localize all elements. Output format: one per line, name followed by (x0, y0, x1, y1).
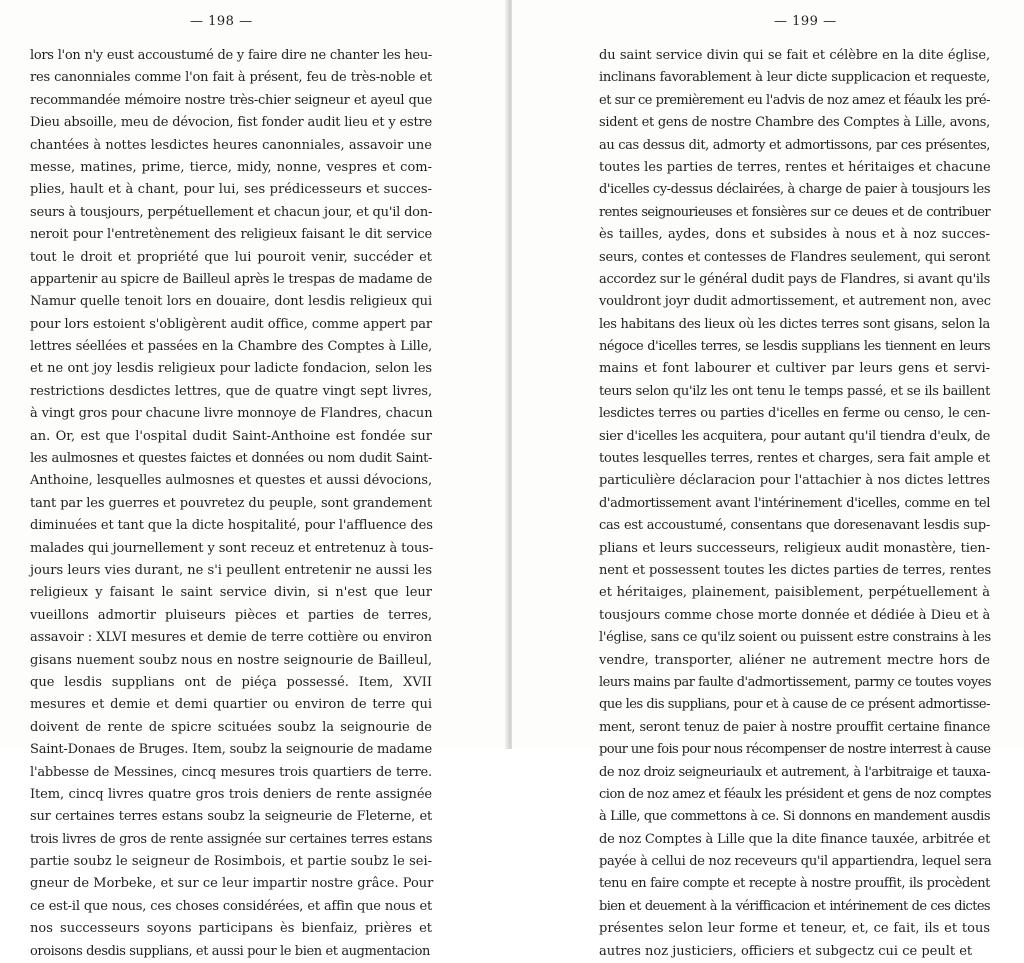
text-line: à vingt gros pour chacune livre monnoye de Flandres, chacun (30, 406, 433, 422)
text-line: autres noz justiciers, officiers et subgectz cui ce peult et (599, 943, 973, 959)
text-line: cas est accoustumé, consentans que doresenavant lesdis sup- (599, 518, 990, 534)
text-line: sident et gens de nostre Chambre des Comptes à Lille, avons, (599, 115, 990, 131)
text-line: seurs, contes et contesses de Flandres seulement, qui seront (599, 249, 990, 265)
text-line: plians et leurs successeurs, religieux audit monastère, tien- (599, 540, 990, 556)
text-line: an. Or, est que l'ospital dudit Saint-Anthoine est fondée sur (30, 428, 432, 444)
text-line: du saint service divin qui se fait et célèbre en la dite église, (599, 48, 990, 63)
text-line: inclinans favorablement à leur dicte supplicacion et requeste, (599, 70, 990, 86)
text-line: Namur quelle tenoit lors en douaire, dont lesdis religieux qui (30, 294, 432, 310)
text-line: ment, seront tenuz de paier à nostre prouffit certaine finance (599, 719, 990, 735)
text-line: de noz droiz seigneuriaulx et autrement, à l'arbitraige et tauxa- (599, 764, 990, 780)
text-line: vueillons admortir pluiseurs pièces et parties de terres, (30, 607, 432, 623)
text-line: présentes selon leur forme et teneur, et, ce fait, ils et tous (599, 921, 990, 937)
text-line: nent et possessent toutes les dictes parties de terres, rentes (599, 562, 992, 578)
text-line: cion de noz amez et féaulx les président et gens de noz comptes (599, 786, 992, 802)
text-line: Anthoine, lesquelles aulmosnes et questes et aussi dévocions, (30, 473, 432, 489)
text-line: au cas dessus dit, admorty et admortissons, par ces présentes, (599, 137, 990, 153)
text-line: sier d'icelles les acquitera, pour autant qu'il tiendra d'eulx, de (599, 428, 990, 444)
text-line: tout le droit et propriété que lui pouroit venir, succéder et (30, 249, 432, 265)
text-line: messe, matines, prime, tierce, midy, nonne, vespres et com- (30, 159, 432, 175)
text-line: l'abbesse de Messines, cincq mesures trois quartiers de terre. (30, 764, 432, 780)
text-line: doivent de rente de spicre scituées soubz la seignourie de (30, 719, 432, 735)
text-line: teurs selon qu'ilz les ont tenu le temps passé, et se ils baillent (599, 383, 990, 399)
text-line: ès tailles, aydes, dons et subsides à nous et à noz succes- (599, 227, 990, 243)
text-line: et héritaiges, plainement, paisiblement, perpétuellement à (599, 585, 990, 601)
text-line: tousjours comme chose morte donnée et dédiée à Dieu et à (599, 607, 991, 623)
text-line: appartenir au spicre de Bailleul après le trespas de madame de (30, 271, 432, 287)
text-line: accordez sur le général dudit pays de Flandres, si avant qu'ils (599, 271, 990, 287)
left-page (0, 0, 508, 959)
text-line: particulière déclaracion pour l'attachier à nos dictes lettres (599, 473, 990, 489)
text-line: tant par les guerres et pouvretez du peuple, sont grandement (30, 495, 432, 511)
text-line: toutes les parties de terres, rentes et héritaiges et chacune (599, 159, 991, 175)
text-line: bien et deuement à la vérifficacion et intérinement de ces dictes (599, 898, 990, 914)
text-line: les aulmosnes et questes faictes et données ou nom dudit Saint- (30, 451, 432, 467)
text-line: nos successeurs soyons participans ès bienfaiz, prières et (30, 921, 432, 937)
text-line: plies, hault et à chant, pour lui, ses prédicesseurs et succes- (30, 182, 432, 198)
text-line: tenu en faire compte et recepte à nostre prouffit, ils procèdent (599, 876, 990, 892)
text-line: à Lille, que commettons à ce. Si donnons en mandement ausdis (599, 809, 990, 825)
text-line: lors l'on n'y eust accoustumé de y faire dire ne chanter les heu- (30, 48, 432, 63)
text-line: l'église, sans ce qu'ilz soient ou puissent estre constrains à les (599, 630, 991, 646)
text-line: lettres séellées et passées en la Chambre des Comptes à Lille, (30, 339, 432, 355)
text-line: mains et font labourer et cultiver par leurs gens et servi- (599, 361, 990, 377)
text-line: d'icelles cy-dessus déclairées, à charge de paier à tousjours les (599, 182, 991, 198)
text-line: Item, cincq livres quatre gros trois deniers de rente assignée (30, 786, 432, 802)
text-line: ce est-il que nous, ces choses considérées, et affin que nous et (30, 898, 432, 914)
text-line: de noz Comptes à Lille que la dite finance tauxée, arbitrée et (599, 831, 991, 847)
text-line: res canonniales comme l'on fait à présent, feu de très-noble et (30, 70, 432, 86)
text-line: les habitans des lieux où les dictes terres sont gisans, selon la (599, 316, 990, 332)
text-line: que lesdis supplians ont de piéça possessé. Item, XVII (30, 674, 432, 690)
text-line: toutes lesquelles terres, rentes et charges, sera fait ample et (599, 451, 990, 467)
text-line: seurs à tousjours, perpétuellement et chacun jour, et qu'il don- (30, 204, 433, 220)
text-line: vendre, transporter, aliéner ne autrement mectre hors de (599, 652, 990, 668)
page-body (599, 45, 990, 963)
text-line: mesures et demie et demi quartier ou environ de terre qui (30, 697, 432, 713)
text-line: jours leurs vies durant, ne s'i peullent entretenir ne aussi les (30, 562, 432, 578)
text-line: leurs mains par faulte d'admortissement, parmy ce toutes voyes (599, 674, 992, 690)
text-line: malades qui journellement y sont receuz et entretenuz à tous- (30, 540, 434, 556)
page-number: — 199 — (774, 14, 837, 29)
page-body (30, 45, 432, 963)
text-line: chantées à nottes lesdictes heures canonniales, assavoir une (30, 137, 432, 153)
text-line: restrictions desdictes lettres, que de quatre vingt sept livres, (30, 383, 432, 399)
text-line: vouldront joyr dudit admortissement, et autrement non, avec (599, 294, 991, 310)
right-page (512, 0, 1024, 959)
text-line: gisans nuement soubz nous en nostre seignourie de Bailleul, (30, 652, 432, 668)
text-line: d'admortissement avant l'intérinement d'icelles, comme en tel (599, 495, 990, 511)
text-line: gneur de Morbeke, et sur ce leur impartir nostre grâce. Pour (30, 876, 434, 892)
text-line: trois livres de gros de rente assignée sur certaines terres estans (30, 831, 432, 847)
text-line: neroit pour l'entretènement des religieux faisant le dit service (30, 227, 432, 243)
text-line: et sur ce premièrement eu l'advis de noz amez et féaulx les pré- (599, 92, 990, 108)
text-line: diminuées et tant que la dicte hospitalité, pour l'affluence des (30, 518, 433, 534)
text-line: Saint-Donaes de Bruges. Item, soubz la seignourie de madame (30, 742, 432, 758)
text-line: lesdictes terres ou parties d'icelles en ferme ou censo, le cen- (599, 406, 990, 422)
text-line: sur certaines terres estans soubz la seigneurie de Fleterne, et (30, 809, 432, 825)
text-line: pour lors estoient s'obligèrent audit office, comme appert par (30, 316, 432, 332)
text-line: assavoir : XLVI mesures et demie de terre cottière ou environ (30, 630, 432, 646)
text-line: négoce d'icelles terres, se lesdis supplians les tiennent en leurs (599, 339, 990, 355)
text-line: Dieu absoille, meu de dévocion, fist fonder audit lieu et y estre (30, 115, 432, 131)
text-line: rentes seignourieuses et fonsières sur ce deues et de contribuer (599, 204, 990, 220)
text-line: partie soubz le seigneur de Rosimbois, et partie soubz le sei- (30, 854, 432, 870)
text-line: payée à cellui de noz receveurs qu'il appartiendra, lequel sera (599, 854, 992, 870)
text-line: oroisons desdis supplians, et aussi pour le bien et augmentacion (30, 943, 430, 959)
text-line: religieux y faisant le saint service divin, si n'est que leur (30, 585, 432, 601)
text-line: pour une fois pour nous récompenser de nostre interrest à cause (599, 742, 991, 758)
text-line: et ne ont joy lesdis religieux pour ladicte fondacion, selon les (30, 361, 432, 377)
text-line: recommandée mémoire nostre très-chier seigneur et ayeul que (30, 92, 432, 108)
page-number: — 198 — (190, 14, 253, 29)
text-line: que les dis supplians, pour et à cause de ce présent admortisse- (599, 697, 990, 713)
